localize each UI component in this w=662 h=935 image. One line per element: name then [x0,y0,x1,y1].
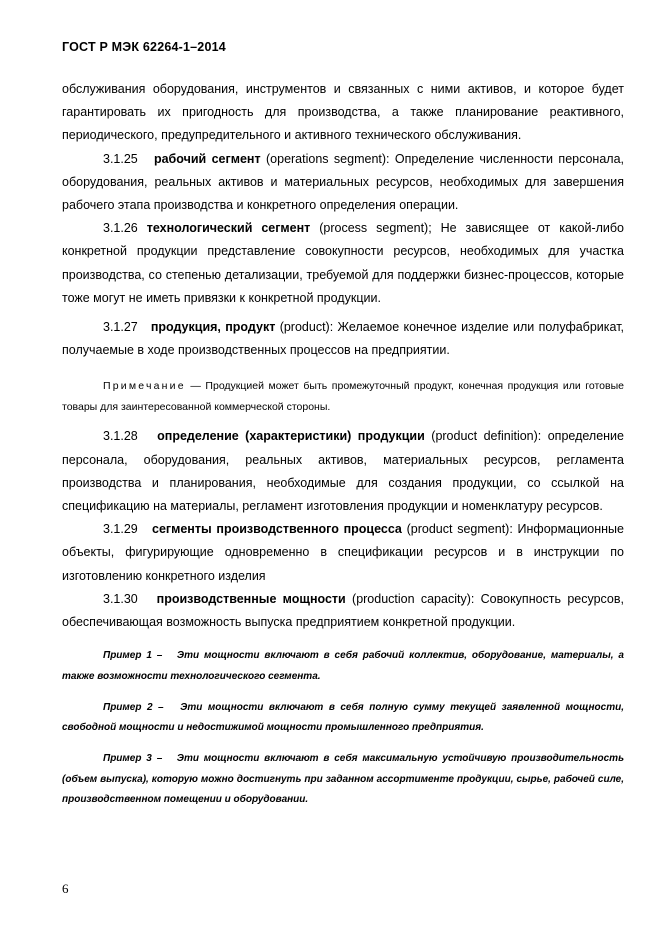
example-text: Эти мощности включают в себя полную сумму текущей заявленной мощности, свободной мощности и недостижимой мощности промышленного предприятия. [62,701,624,734]
note [62,376,624,417]
definition-3-1-28 [62,425,624,518]
definition-number: 3.1.28 [103,429,138,444]
definition-number: 3.1.29 [103,522,138,537]
paragraph-continuation: обслуживания оборудования, инструментов и связанных с ними активов, и которое будет гарантировать их пригодность для производства, а также планирование реактивного, периодического, предупредительного и активного технического обслуживания. [62,82,624,143]
example-label: Пример 3 – [103,753,163,765]
example-2 [62,698,624,739]
definition-term: производственные мощности [156,591,346,606]
example-text: Эти мощности включают в себя рабочий коллектив, оборудование, материалы, а также возможности технологического сегмента. [62,650,624,682]
page-number: 6 [62,881,69,896]
definition-text: (product definition): определение персонала, оборудования, реальных активов, материальных ресурсов, регламента производства и планирования, необходимые для создания продукции, со ссылкой на спецификацию на материалы, регламент изготовления продукции и номенклатуру ресурсов. [62,429,624,514]
example-label: Пример 1 – [103,650,163,662]
definition-text: (product segment): Информационные объекты, фигурирующие одновременно в спецификации ресурсов и в инструкции по изготовлению конкретного изделия [62,522,624,583]
example-1 [62,646,624,687]
note-label: Примечание [103,380,186,393]
definition-text: (production capacity): Совокупность ресурсов, обеспечивающая возможность выпуска предприятием конкретной продукции. [62,591,624,630]
definition-text: (product): Желаемое конечное изделие или полуфабрикат, получаемые в ходе производственных процессов на предприятии. [62,320,625,358]
example-3 [62,749,624,811]
definition-3-1-27 [62,316,624,362]
definition-3-1-25 [62,148,624,218]
definition-number: 3.1.27 [103,320,138,335]
definition-term: продукция, продукт [150,320,276,335]
document-header: ГОСТ Р МЭК 62264-1–2014 [62,40,226,54]
definition-text: (process segment); Не зависящее от какой-либо конкретной продукции представление совокупности ресурсов, необходимых для участка производства, со степенью детализации, требуемой для поддержки бизнес-процессов, которые тоже могут не иметь привязки к конкретной продукции. [62,221,624,305]
definition-number: 3.1.30 [103,591,138,606]
note-text: — Продукцией может быть промежуточный продукт, конечная продукция или готовые товары для заинтересованной коммерческой стороны. [62,380,624,413]
definition-3-1-29 [62,518,624,588]
definition-term: рабочий сегмент [153,151,261,166]
definition-number: 3.1.25 [103,151,138,166]
definition-3-1-26 [62,217,624,310]
definition-text: (operations segment): Определение численности персонала, оборудования, реальных активов и материальных ресурсов, необходимых для завершения рабочего этапа производства и конкретного определения операции. [62,151,625,213]
definition-term: сегменты производственного процесса [152,522,402,537]
example-label: Пример 2 – [103,701,164,713]
definition-number: 3.1.26 [103,221,138,236]
example-text: Эти мощности включают в себя максимальную устойчивую производительность (объем выпуска), которую можно достигнуть при заданном ассортименте продукции, сырье, рабочей силе, производственном помещении и оборудовании. [62,753,625,806]
definition-term: технологический сегмент [146,221,311,236]
definition-term: определение (характеристики) продукции [157,429,425,444]
document-body [62,78,624,811]
definition-3-1-30 [62,588,624,634]
